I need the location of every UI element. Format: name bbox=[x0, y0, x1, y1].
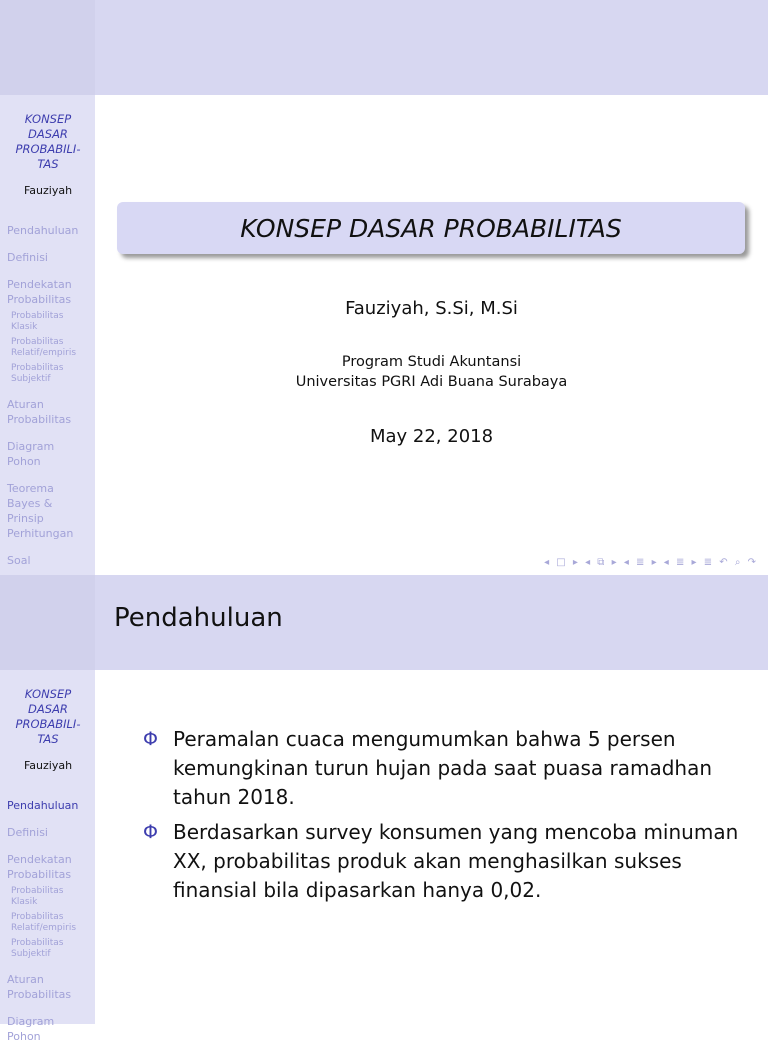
frame-title: Pendahuluan bbox=[114, 603, 283, 633]
phi-bullet-icon: Φ bbox=[143, 728, 158, 750]
sidebar-subitem-subjektif[interactable]: Probabilitas Subjektif bbox=[11, 363, 64, 384]
presentation-title: KONSEP DASAR PROBABILITAS bbox=[117, 202, 745, 254]
bullet-text: Peramalan cuaca mengumumkan bahwa 5 persen kemungkinan turun hujan pada saat puasa ramadhan tahun 2018. bbox=[173, 727, 713, 809]
sidebar-subitem-klasik[interactable]: Probabilitas Klasik bbox=[11, 886, 64, 907]
header-corner bbox=[0, 575, 95, 670]
date: May 22, 2018 bbox=[369, 426, 494, 447]
sidebar-item-aturan[interactable]: Aturan Probabilitas bbox=[7, 398, 72, 426]
sidebar-subitem-relatif[interactable]: Probabilitas Relatif/empiris bbox=[11, 337, 77, 358]
sidebar-title-line: TAS bbox=[37, 157, 59, 171]
list-item bbox=[143, 725, 743, 812]
sidebar-subitem-klasik[interactable]: Probabilitas Klasik bbox=[11, 311, 64, 332]
bullet-text: Berdasarkan survey konsumen yang mencoba minuman XX, probabilitas produk akan menghasilkan sukses finansial bila dipasarkan hanya 0,02. bbox=[173, 820, 739, 902]
sidebar-subitem-subjektif[interactable]: Probabilitas Subjektif bbox=[11, 938, 64, 959]
sidebar-author: Fauziyah bbox=[23, 184, 73, 197]
sidebar-item-pendahuluan[interactable]: Pendahuluan bbox=[7, 224, 79, 237]
phi-bullet-icon: Φ bbox=[143, 821, 158, 843]
sidebar-title[interactable] bbox=[7, 112, 89, 172]
sidebar-title-line: PROBABILI- bbox=[15, 717, 81, 731]
sidebar-title-line: KONSEP bbox=[24, 112, 72, 126]
sidebar-item-pendekatan[interactable]: Pendekatan Probabilitas bbox=[7, 278, 72, 306]
slide-pendahuluan bbox=[0, 575, 768, 1043]
header-band bbox=[0, 575, 768, 670]
sidebar-title-line: PROBABILI- bbox=[15, 142, 81, 156]
department: Program Studi Akuntansi bbox=[341, 354, 522, 370]
sidebar-item-definisi[interactable]: Definisi bbox=[7, 826, 48, 839]
sidebar-title[interactable] bbox=[7, 687, 89, 747]
sidebar-title-line: TAS bbox=[37, 732, 59, 746]
sidebar-author: Fauziyah bbox=[23, 759, 73, 772]
sidebar bbox=[0, 670, 95, 1043]
sidebar-title-line: KONSEP bbox=[24, 687, 72, 701]
beamer-navigation-icons[interactable]: ◂ □ ▸ ◂ ⧉ ▸ ◂ ≣ ▸ ◂ ≣ ▸ ≣ ↶ ⌕ ↷ bbox=[544, 557, 758, 568]
sidebar-item-teorema[interactable]: Teorema Bayes & Prinsip Perhitungan bbox=[7, 482, 74, 540]
sidebar bbox=[0, 95, 95, 575]
bullet-list bbox=[143, 725, 743, 911]
sidebar-title-line: DASAR bbox=[28, 702, 68, 716]
sidebar-item-diagram[interactable]: Diagram Pohon bbox=[7, 1015, 55, 1043]
sidebar-subitem-relatif[interactable]: Probabilitas Relatif/empiris bbox=[11, 912, 77, 933]
sidebar-title-line: DASAR bbox=[28, 127, 68, 141]
sidebar-item-definisi[interactable]: Definisi bbox=[7, 251, 48, 264]
sidebar-item-soal[interactable]: Soal bbox=[7, 554, 31, 567]
sidebar-item-aturan[interactable]: Aturan Probabilitas bbox=[7, 973, 72, 1001]
university: Universitas PGRI Adi Buana Surabaya bbox=[295, 374, 568, 390]
sidebar-item-pendahuluan[interactable]: Pendahuluan bbox=[7, 799, 79, 812]
sidebar-item-pendekatan[interactable]: Pendekatan Probabilitas bbox=[7, 853, 72, 881]
sidebar-item-diagram[interactable]: Diagram Pohon bbox=[7, 440, 55, 468]
list-item bbox=[143, 818, 743, 905]
author-name: Fauziyah, S.Si, M.Si bbox=[345, 298, 518, 319]
header-corner bbox=[0, 0, 95, 95]
header-band bbox=[0, 0, 768, 95]
